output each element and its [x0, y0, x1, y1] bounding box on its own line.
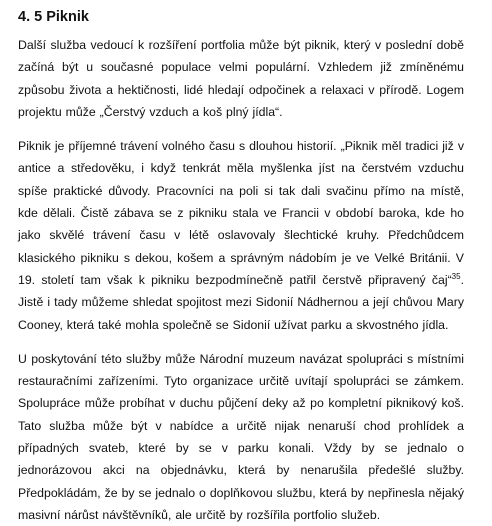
paragraph-intro: Další služba vedoucí k rozšíření portfolia může být piknik, který v poslední době začíná být u současné populace velmi populární. Vzhledem již zmíněnému způsobu života a hektičnosti, lidé hledají odpočinek a relaxaci v přírodě. Logem projektu může „Čerstvý vzduch a koš plný jídla“.	[18, 38, 464, 119]
paragraph-history-continuation: . Jistě i tady můžeme shledat spojitost mezi Sidonií Nádhernou a její chůvou Mary Cooney, která také mohla společně se Sidonií užívat parku a skvostného jídla.	[18, 272, 464, 332]
paragraph-history	[18, 135, 464, 336]
paragraph-cooperation: U poskytování této služby může Národní muzeum navázat spolupráci s místními restauračními zařízeními. Tyto organizace určitě uvítají spolupráci se zámkem. Spolupráce může probíhat v duchu půjčení deky až po kompletní piknikový koš. Tato služba může být v nabídce a určitě nijak nenaruší chod prohlídek a případných svateb, které by se v parku konali. Vždy by se jednalo o jednorázovou akci na objednávku, která by nenarušila předešlé služby. Předpokládám, že by se jednalo o doplňkovou službu, která by nepřinesla nějaký masivní nárůst návštěvníků, ale určitě by rozšířila portfolio služeb.	[18, 351, 464, 522]
paragraph-history-text: Piknik je příjemné trávení volného času s dlouhou historií. „Piknik měl tradici již v antice a středověku, i když tenkrát měla myšlenka jíst na čerstvém vzduchu spíše praktické důvody. Pracovníci na poli si tak dali svačinu přímo na místě, kde dělali. Čistě zábava se z pikniku stala ve Francii v období baroka, kde ho jako skvělé trávení času v létě oslavovaly šlechtické kruhy. Předchůdcem klasického pikniku s dekou, košem a správným nádobím je ve Velké Británii. V 19. století tam však k pikniku bezpodmínečně patřil čerstvě připravený čaj“	[18, 139, 464, 287]
section-heading: 4. 5 Piknik	[18, 9, 89, 25]
footnote-reference[interactable]: 35	[451, 271, 461, 281]
